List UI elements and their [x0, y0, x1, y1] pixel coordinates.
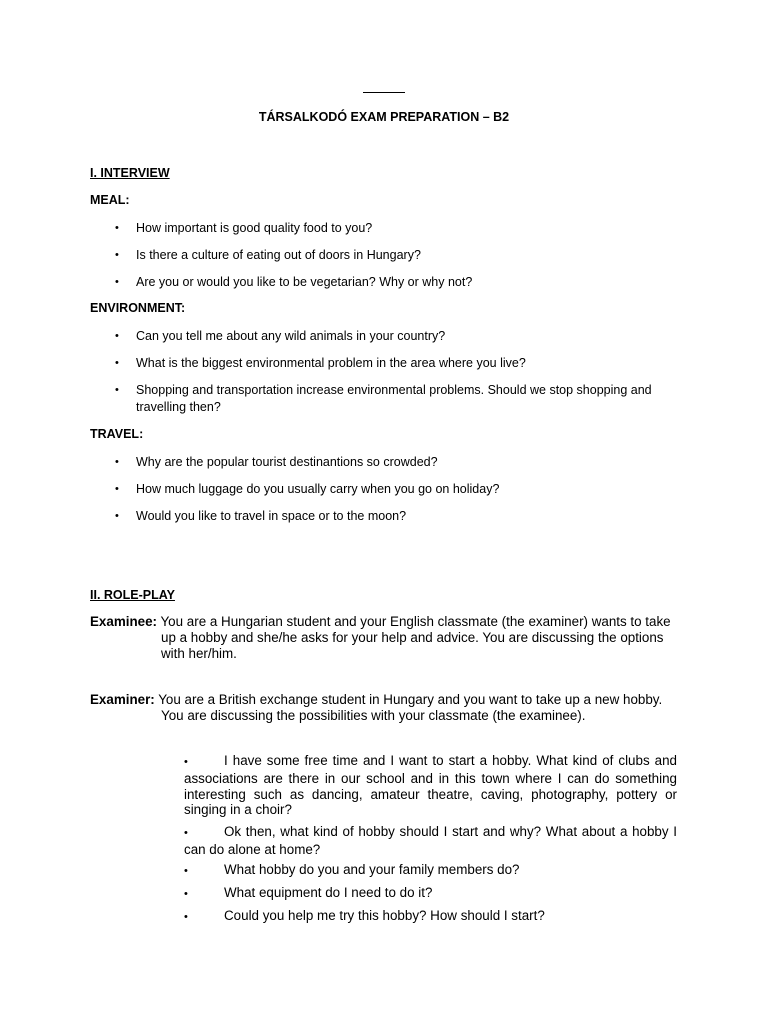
topic-label-meal: MEAL:	[90, 193, 130, 207]
roleplay-question: • I have some free time and I want to start a hobby. What kind of clubs and associations are there in our school and in this town where I can do something interesting such as dancing, amateur theatre, caving, photography, pottery or singing in a choir?	[184, 753, 677, 818]
bullet-icon: •	[115, 330, 119, 342]
list-item: • Is there a culture of eating out of doors in Hungary?	[115, 248, 421, 262]
bullet-icon: •	[115, 276, 119, 288]
bullet-icon: •	[115, 222, 119, 234]
bullet-icon: •	[115, 249, 119, 261]
list-item: • Shopping and transportation increase environmental problems. Should we stop shopping and travelling then?	[115, 383, 652, 414]
list-item: • How much luggage do you usually carry when you go on holiday?	[115, 482, 500, 496]
list-item: • Would you like to travel in space or to the moon?	[115, 509, 407, 523]
examiner-instructions: Examiner: You are a British exchange student in Hungary and you want to take up a new hobby. You are discussing the possibilities with your classmate (the examinee).	[90, 692, 663, 723]
examiner-label: Examiner:	[90, 692, 155, 707]
roleplay-question: • What hobby do you and your family members do?	[184, 862, 677, 880]
list-item: • What is the biggest environmental problem in the area where you live?	[115, 356, 526, 370]
topic-label-environment: ENVIRONMENT:	[90, 301, 186, 315]
bullet-icon: •	[115, 456, 119, 468]
list-item: • Why are the popular tourist destinantions so crowded?	[115, 455, 438, 469]
page-title: TÁRSALKODÓ EXAM PREPARATION – B2	[258, 110, 510, 124]
title-rule	[363, 92, 405, 93]
bullet-icon: •	[184, 865, 188, 877]
list-item: • Are you or would you like to be vegetarian? Why or why not?	[115, 275, 473, 289]
examinee-instructions: Examinee: You are a Hungarian student and your English classmate (the examiner) wants to take up a hobby and she/he asks for your help and advice. You are discussing the options with her/him.	[90, 614, 671, 661]
bullet-icon: •	[115, 483, 119, 495]
topic-label-travel: TRAVEL:	[90, 427, 144, 441]
section-heading-interview: I. INTERVIEW	[90, 166, 170, 180]
bullet-icon: •	[184, 827, 188, 839]
examinee-label: Examinee:	[90, 614, 157, 629]
roleplay-question: • Could you help me try this hobby? How should I start?	[184, 908, 677, 926]
bullet-icon: •	[184, 888, 188, 900]
bullet-icon: •	[115, 384, 119, 396]
bullet-icon: •	[115, 357, 119, 369]
bullet-icon: •	[115, 510, 119, 522]
bullet-icon: •	[184, 756, 188, 768]
bullet-icon: •	[184, 911, 188, 923]
roleplay-question: • Ok then, what kind of hobby should I start and why? What about a hobby I can do alone at home?	[184, 824, 677, 857]
roleplay-question: • What equipment do I need to do it?	[184, 885, 677, 903]
list-item: • Can you tell me about any wild animals in your country?	[115, 329, 446, 343]
list-item: • How important is good quality food to you?	[115, 221, 373, 235]
section-heading-roleplay: II. ROLE-PLAY	[90, 588, 175, 602]
